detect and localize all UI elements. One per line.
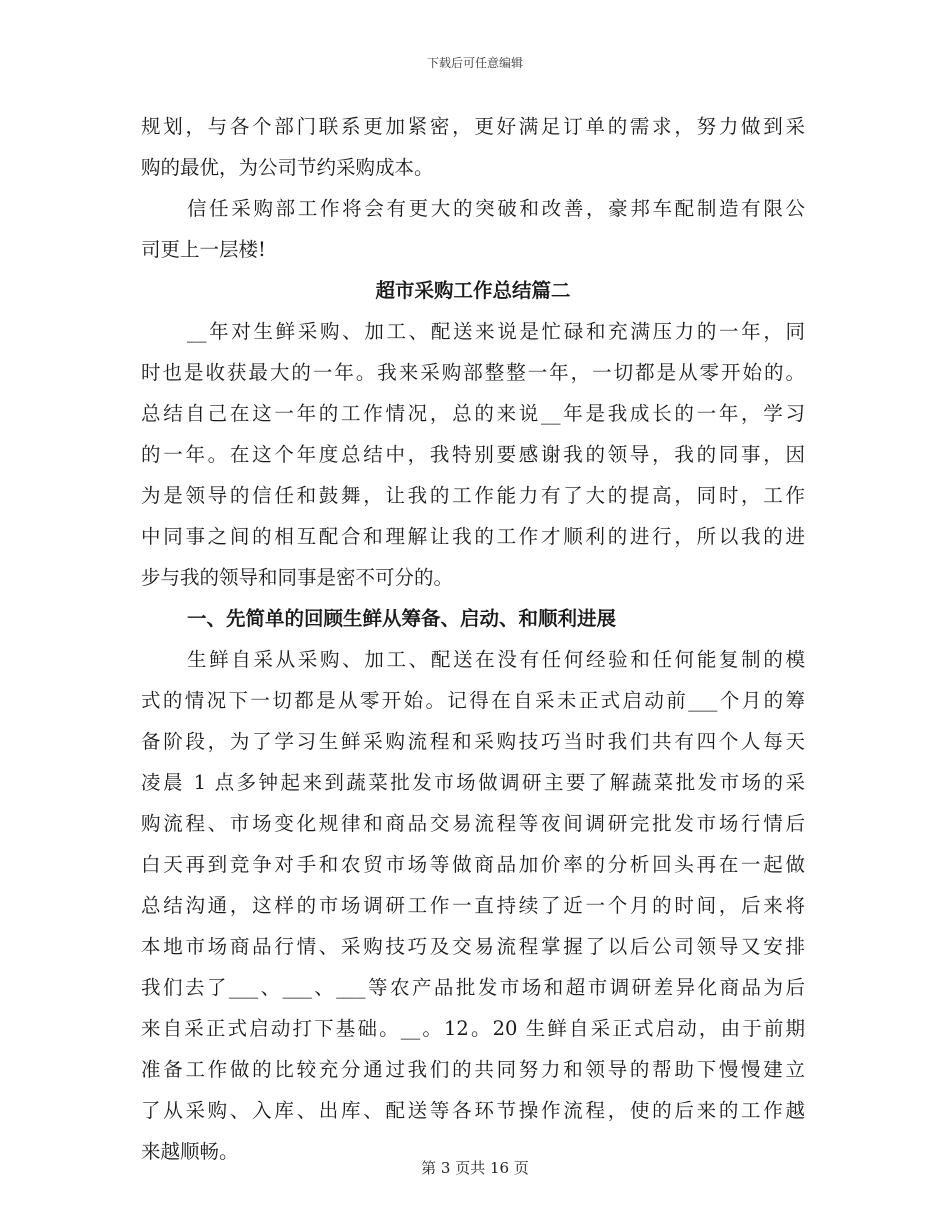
section-title: 超市采购工作总结篇二 [375,279,571,302]
body-line: 式的情况下一切都是从零开始。记得在自采未正式启动前___个月的筹 [141,689,805,712]
paragraph-first-line: 信任采购部工作将会有更大的突破和改善，豪邦车配制造有限公 [187,197,805,220]
body-line: 准备工作做的比较充分通过我们的共同努力和领导的帮助下慢慢建立 [141,1058,805,1081]
document-body [141,106,805,1172]
body-line: 凌晨 1 点多钟起来到蔬菜批发市场做调研主要了解蔬菜批发市场的采 [141,771,805,794]
body-line: 我们去了___、___、___等农产品批发市场和超市调研差异化商品为后 [141,976,805,999]
body-line: 白天再到竞争对手和农贸市场等做商品加价率的分析回头再在一起做 [141,853,805,876]
paragraph-first-line: __年对生鲜采购、加工、配送来说是忙碌和充满压力的一年，同 [187,320,805,343]
body-line: 步与我的领导和同事是密不可分的。 [141,566,454,589]
subsection-heading: 一、先简单的回顾生鲜从筹备、启动、和顺利进展 [187,607,617,630]
page-footer: 第 3 页共 16 页 [421,1159,529,1177]
paragraph-first-line: 生鲜自采从采购、加工、配送在没有任何经验和任何能复制的模 [187,648,805,671]
body-line: 中同事之间的相互配合和理解让我的工作才顺利的进行，所以我的进 [141,525,805,548]
body-line: 了从采购、入库、出库、配送等各环节操作流程，使的后来的工作越 [141,1099,805,1122]
body-line: 的一年。在这个年度总结中，我特别要感谢我的领导，我的同事，因 [141,443,805,466]
body-line: 为是领导的信任和鼓舞，让我的工作能力有了大的提高，同时，工作 [141,484,805,507]
body-line: 本地市场商品行情、采购技巧及交易流程掌握了以后公司领导又安排 [141,935,805,958]
body-line: 总结沟通，这样的市场调研工作一直持续了近一个月的时间，后来将 [141,894,805,917]
body-line: 购流程、市场变化规律和商品交易流程等夜间调研完批发市场行情后 [141,812,805,835]
body-line: 时也是收获最大的一年。我来采购部整整一年，一切都是从零开始的。 [141,361,805,384]
body-line: 司更上一层楼! [141,238,266,261]
body-line: 规划，与各个部门联系更加紧密，更好满足订单的需求，努力做到采 [141,115,805,138]
page-header: 下载后可任意编辑 [426,56,523,70]
body-line: 总结自己在这一年的工作情况，总的来说__年是我成长的一年，学习 [141,402,805,425]
body-line: 备阶段，为了学习生鲜采购流程和采购技巧当时我们共有四个人每天 [141,730,805,753]
body-line: 购的最优，为公司节约采购成本。 [141,156,434,179]
body-line: 来越顺畅。 [141,1140,239,1163]
body-line: 来自采正式启动打下基础。__。12。20 生鲜自采正式启动，由于前期 [141,1017,805,1040]
